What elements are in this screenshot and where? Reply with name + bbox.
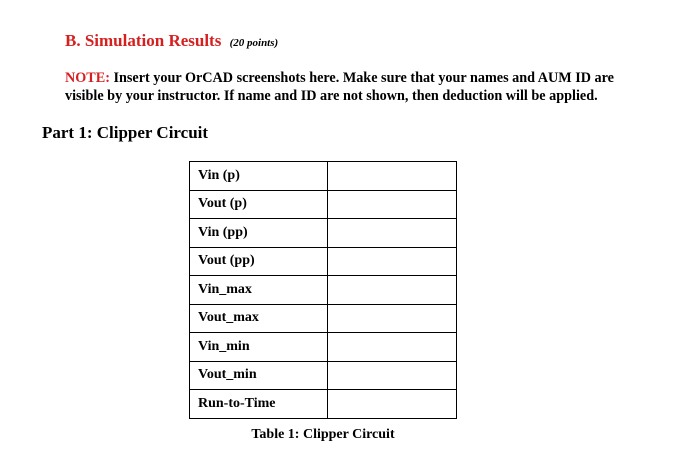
note-text: Insert your OrCAD screenshots here. Make sure that your names and AUM ID are visible by your instructor. If name and ID are not shown, then deduction will be applied. <box>65 70 614 104</box>
row-label: Vout (pp) <box>190 247 328 276</box>
table-row <box>190 361 457 390</box>
row-value-cell[interactable] <box>328 190 457 219</box>
table-row <box>190 276 457 305</box>
table-row <box>190 190 457 219</box>
table-row <box>190 219 457 248</box>
note-paragraph <box>65 70 625 105</box>
part-title: Part 1: Clipper Circuit <box>42 123 209 142</box>
row-label: Run-to-Time <box>190 390 328 419</box>
row-label: Vout (p) <box>190 190 328 219</box>
table-row <box>190 333 457 362</box>
table-row <box>190 247 457 276</box>
section-heading <box>65 31 278 51</box>
table-row <box>190 390 457 419</box>
row-value-cell[interactable] <box>328 361 457 390</box>
table-row <box>190 304 457 333</box>
row-label: Vout_min <box>190 361 328 390</box>
row-value-cell[interactable] <box>328 219 457 248</box>
row-value-cell[interactable] <box>328 390 457 419</box>
row-value-cell[interactable] <box>328 333 457 362</box>
row-label: Vin_max <box>190 276 328 305</box>
row-label: Vin (p) <box>190 162 328 191</box>
table-caption: Table 1: Clipper Circuit <box>251 427 395 442</box>
results-table <box>189 161 457 419</box>
section-points: (20 points) <box>229 37 279 49</box>
row-label: Vout_max <box>190 304 328 333</box>
row-label: Vin (pp) <box>190 219 328 248</box>
row-value-cell[interactable] <box>328 276 457 305</box>
row-value-cell[interactable] <box>328 162 457 191</box>
table-row <box>190 162 457 191</box>
section-title: B. Simulation Results <box>65 31 222 50</box>
row-value-cell[interactable] <box>328 304 457 333</box>
row-value-cell[interactable] <box>328 247 457 276</box>
note-label: NOTE: <box>65 70 110 86</box>
row-label: Vin_min <box>190 333 328 362</box>
